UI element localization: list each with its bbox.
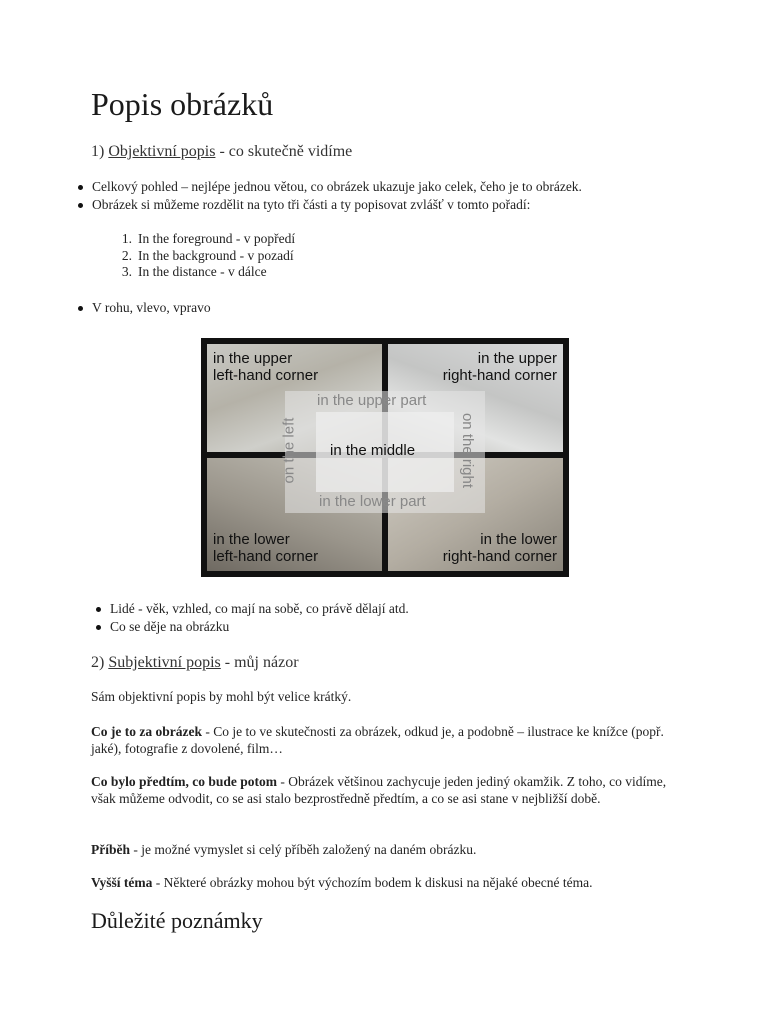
list-item: Obrázek si můžeme rozdělit na tyto tři části a ty popisovat zvlášť v tomto pořadí: <box>78 196 698 214</box>
section-label: Subjektivní popis <box>108 654 221 671</box>
paragraph-before-after: Co bylo předtím, co bude potom - Obrázek většinou zachycuje jeden jediný okamžik. Z toho, co vidíme, však můžeme odvodit, co se asi stalo bezprostředně předtím, a co se asi stane v nejbližší době. <box>91 774 667 806</box>
section-number: 1) <box>91 143 105 160</box>
list-item: 3. In the distance - v dálce <box>121 264 267 279</box>
label-left: on the left <box>280 417 298 484</box>
bullet-list-corner <box>78 299 678 317</box>
section-subjective-heading <box>91 654 299 672</box>
label-upper-right: in the upper right-hand corner <box>442 350 557 384</box>
paragraph-story: Příběh - je možné vymyslet si celý příběh založený na daném obrázku. <box>91 842 477 857</box>
section-rest: - můj názor <box>220 654 299 671</box>
list-item: Lidé - věk, vzhled, co mají na sobě, co právě dělají atd. <box>96 600 696 618</box>
list-item: 1. In the foreground - v popředí <box>121 231 296 246</box>
picture-regions-figure <box>201 338 569 577</box>
bullet-list-overview <box>78 178 698 214</box>
numbered-list-parts <box>114 231 514 281</box>
bullet-list-people <box>96 600 696 636</box>
list-item: Co se děje na obrázku <box>96 618 696 636</box>
section-rest: - co skutečně vidíme <box>215 143 353 160</box>
list-item: Celkový pohled – nejlépe jednou větou, co obrázek ukazuje jako celek, čeho je to obrázek. <box>78 178 698 196</box>
label-lower-left: in the lower left-hand corner <box>213 531 319 565</box>
page-title: Popis obrázků <box>91 86 274 122</box>
label-lower-part: in the lower part <box>319 493 426 510</box>
section-objective-heading <box>91 143 352 161</box>
label-upper-left: in the upper left-hand corner <box>213 350 319 384</box>
paragraph-intro: Sám objektivní popis by mohl být velice krátký. <box>91 689 352 704</box>
list-item: 2. In the background - v pozadí <box>121 247 294 263</box>
paragraph-what-picture: Co je to za obrázek - Co je to ve skutečnosti za obrázek, odkud je, a podobně – ilustrace ke knížce (popř. jaké), fotografie z dovolené, film… <box>91 724 664 756</box>
label-right: on the right <box>459 412 477 489</box>
list-item: V rohu, vlevo, vpravo <box>78 299 678 317</box>
label-lower-right: in the lower right-hand corner <box>442 531 557 565</box>
section-label: Objektivní popis <box>108 143 216 160</box>
section-number: 2) <box>91 654 105 671</box>
section-heading-notes: Důležité poznámky <box>91 908 263 933</box>
label-upper-part: in the upper part <box>317 392 427 409</box>
paragraph-higher-theme: Vyšší téma - Některé obrázky mohou být výchozím bodem k diskusi na nějaké obecné téma. <box>91 875 593 890</box>
label-middle: in the middle <box>330 442 416 459</box>
